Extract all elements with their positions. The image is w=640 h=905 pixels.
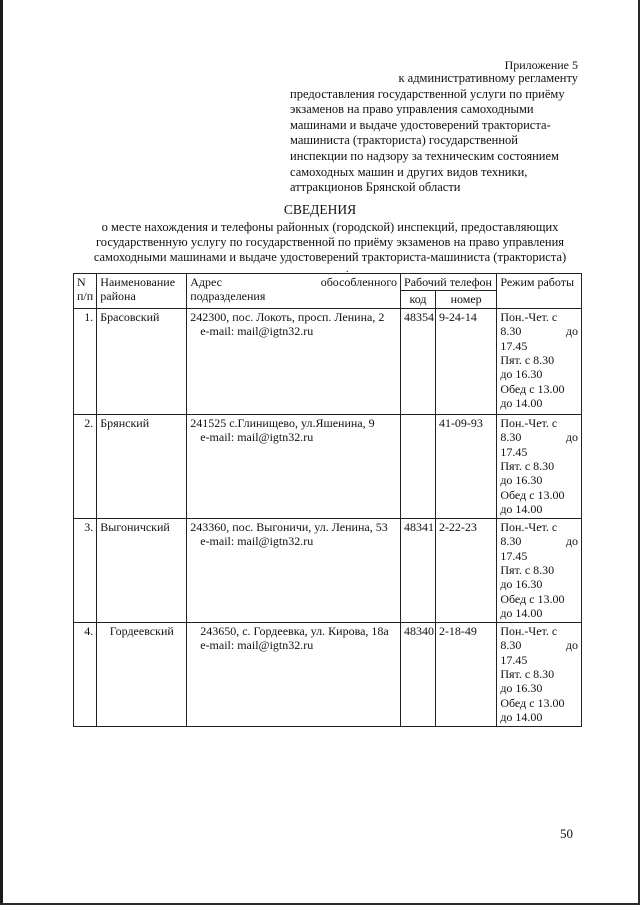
row-code: 48341 — [401, 518, 436, 622]
regulation-line: к административному регламенту — [398, 71, 578, 85]
row-num: 2. — [74, 414, 97, 518]
scan-edge-left — [0, 0, 3, 905]
mode-line: 8.30 — [500, 324, 522, 339]
mode-line: 17.45 — [500, 338, 528, 353]
row-mode — [497, 414, 582, 518]
mode-line: до — [565, 324, 578, 339]
header-code: код — [401, 291, 436, 308]
mode-line: 17.45 — [500, 652, 528, 667]
table-row — [74, 622, 582, 726]
document-subtitle — [70, 220, 590, 265]
mode-line: Пят. с 8.30 — [500, 353, 555, 368]
row-district: Брянский — [97, 414, 187, 518]
row-district: Гордеевский — [97, 622, 187, 726]
mode-line: Пят. с 8.30 — [500, 459, 555, 474]
header-address — [187, 274, 401, 309]
document-title: СВЕДЕНИЯ — [283, 202, 357, 217]
header-phone: Рабочий телефон — [401, 274, 497, 291]
regulation-line: экзаменов на право управления самоходными — [290, 102, 534, 117]
table-row — [74, 308, 582, 414]
header-num: N п/п — [74, 274, 97, 309]
row-phone: 2-18-49 — [435, 622, 496, 726]
mode-line: 17.45 — [500, 548, 528, 563]
mode-line: до 14.00 — [500, 710, 543, 725]
row-num: 4. — [74, 622, 97, 726]
annex-label: Приложение 5 — [504, 58, 578, 72]
header-address-second: подразделения — [190, 289, 266, 304]
table-row — [74, 414, 582, 518]
header-address-left: Адрес — [190, 275, 222, 289]
regulation-reference — [290, 71, 590, 196]
mode-line: до — [565, 430, 578, 445]
row-code — [401, 414, 436, 518]
mode-line: Пят. с 8.30 — [500, 563, 555, 578]
mode-line: до — [565, 534, 578, 549]
mode-line: до — [565, 638, 578, 653]
mode-line: Пон.-Чет. с — [500, 623, 558, 638]
row-mode — [497, 308, 582, 414]
row-address-cell — [187, 308, 401, 414]
table-header-row — [74, 274, 582, 291]
row-phone: 9-24-14 — [435, 308, 496, 414]
mode-line: до 14.00 — [500, 396, 543, 411]
mode-line: до 16.30 — [500, 577, 543, 592]
mode-line: 8.30 — [500, 638, 522, 653]
row-phone: 41-09-93 — [435, 414, 496, 518]
stray-dot: . — [346, 264, 349, 275]
mode-line: до 16.30 — [500, 367, 543, 382]
row-district: Брасовский — [97, 308, 187, 414]
mode-line: до 14.00 — [500, 606, 543, 621]
row-address: 242300, пос. Локоть, просп. Ленина, 2 — [190, 309, 385, 324]
mode-line: Обед с 13.00 — [500, 381, 565, 396]
row-email: e-mail: mail@igtn32.ru — [200, 430, 314, 445]
subtitle-line: о месте нахождения и телефоны районных (городской) инспекций, предоставляющих — [101, 220, 559, 234]
regulation-line: предоставления государственной услуги по приёму — [290, 86, 565, 101]
inspections-table — [73, 273, 582, 727]
row-address-cell — [187, 518, 401, 622]
page-number: 50 — [560, 826, 573, 841]
row-district: Выгоничский — [97, 518, 187, 622]
row-mode — [497, 622, 582, 726]
row-num: 3. — [74, 518, 97, 622]
row-email: e-mail: mail@igtn32.ru — [200, 324, 314, 339]
mode-line: до 16.30 — [500, 681, 543, 696]
subtitle-line: государственную услугу по государственной по приёму экзаменов на право управления — [95, 235, 565, 249]
row-code: 48354 — [401, 308, 436, 414]
mode-line: Обед с 13.00 — [500, 591, 565, 606]
regulation-line: аттракционов Брянской области — [290, 180, 461, 195]
mode-line: Обед с 13.00 — [500, 695, 565, 710]
row-address: 243360, пос. Выгоничи, ул. Ленина, 53 — [190, 519, 388, 534]
row-num: 1. — [74, 308, 97, 414]
subtitle-line: самоходными машинами и выдаче удостоверений тракториста-машиниста (тракториста) — [93, 250, 567, 264]
mode-line: Обед с 13.00 — [500, 487, 565, 502]
row-mode — [497, 518, 582, 622]
mode-line: 8.30 — [500, 534, 522, 549]
row-code: 48340 — [401, 622, 436, 726]
mode-line: Пон.-Чет. с — [500, 415, 558, 430]
regulation-line: машинами и выдаче удостоверений тракториста- — [290, 117, 551, 132]
mode-line: до 14.00 — [500, 502, 543, 517]
mode-line: до 16.30 — [500, 473, 543, 488]
header-district: Наименование района — [97, 274, 187, 309]
mode-line: Пят. с 8.30 — [500, 667, 555, 682]
row-phone: 2-22-23 — [435, 518, 496, 622]
row-address: 243650, с. Гордеевка, ул. Кирова, 18а — [200, 623, 389, 638]
row-email: e-mail: mail@igtn32.ru — [200, 534, 314, 549]
regulation-line: самоходных машин и других видов техники, — [290, 164, 528, 179]
row-email: e-mail: mail@igtn32.ru — [200, 638, 314, 653]
mode-line: 17.45 — [500, 444, 528, 459]
row-address: 241525 с.Глинищево, ул.Яшенина, 9 — [190, 415, 375, 430]
header-address-right: обособленного — [320, 275, 398, 289]
mode-line: Пон.-Чет. с — [500, 309, 558, 324]
header-mode: Режим работы — [497, 274, 582, 309]
header-number: номер — [435, 291, 496, 308]
mode-line: 8.30 — [500, 430, 522, 445]
mode-line: Пон.-Чет. с — [500, 519, 558, 534]
regulation-line: машиниста (тракториста) государственной — [290, 133, 518, 148]
table-row — [74, 518, 582, 622]
row-address-cell — [187, 414, 401, 518]
row-address-cell — [187, 622, 401, 726]
regulation-line: инспекции по надзору за техническим состоянием — [290, 148, 559, 163]
